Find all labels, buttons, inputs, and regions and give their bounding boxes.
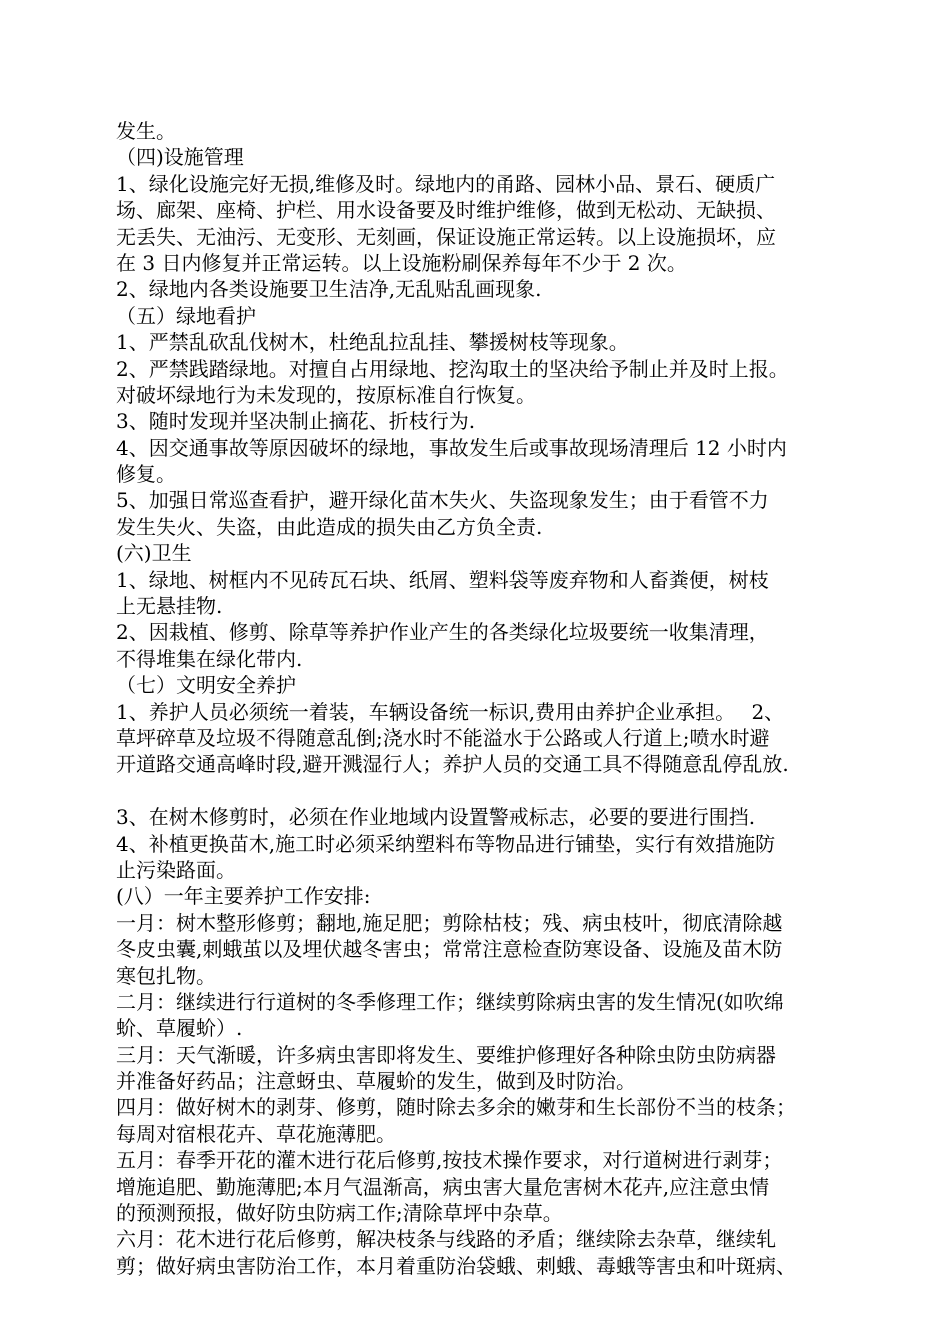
text-line: 上无悬挂物. — [116, 594, 223, 619]
text-line: 草坪碎草及垃圾不得随意乱倒;浇水时不能溢水于公路或人行道上;喷水时避 — [116, 725, 770, 750]
text-line: 2、因栽植、修剪、除草等养护作业产生的各类绿化垃圾要统一收集清理， — [116, 620, 769, 645]
blank-line — [116, 778, 860, 804]
text-line: 对破坏绿地行为未发现的，按原标准自行恢复。 — [116, 382, 536, 407]
text-line: 蚧、草履蚧）. — [116, 1016, 243, 1041]
text-line: 寒包扎物。 — [116, 963, 216, 988]
text-line: 5、加强日常巡查看护，避开绿化苗木失火、失盗现象发生；由于看管不力 — [116, 488, 769, 513]
text-line: 二月：继续进行行道树的冬季修理工作；继续剪除病虫害的发生情况(如吹绵 — [116, 989, 784, 1014]
text-line: 1、严禁乱砍乱伐树木，杜绝乱拉乱挂、攀援树枝等现象。 — [116, 330, 629, 355]
text-line: 四月：做好树木的剥芽、修剪，随时除去多余的嫩芽和生长部份不当的枝条； — [116, 1095, 796, 1120]
text-line: 并准备好药品；注意蚜虫、草履蚧的发生，做到及时防治。 — [116, 1069, 636, 1094]
text-line: 每周对宿根花卉、草花施薄肥。 — [116, 1121, 396, 1146]
text-line: 1、绿地、树框内不见砖瓦石块、纸屑、塑料袋等废弃物和人畜粪便，树枝 — [116, 567, 769, 592]
text-line: 1、绿化设施完好无损,维修及时。绿地内的甬路、园林小品、景石、硬质广 — [116, 171, 776, 196]
text-line: 剪；做好病虫害防治工作，本月着重防治袋蛾、刺蛾、毒蛾等害虫和叶斑病、 — [116, 1253, 796, 1278]
text-line: 冬皮虫囊,刺蛾茧以及埋伏越冬害虫；常常注意检查防寒设备、设施及苗木防 — [116, 937, 783, 962]
section-heading: (六)卫生 — [116, 541, 192, 566]
section-heading: (八）一年主要养护工作安排: — [116, 884, 371, 909]
text-line: 1、养护人员必须统一着装，车辆设备统一标识,费用由养护企业承担。 2、 — [116, 699, 785, 724]
document-page — [116, 118, 860, 1279]
section-heading: （七）文明安全养护 — [116, 673, 296, 698]
text-line: 2、绿地内各类设施要卫生洁净,无乱贴乱画现象. — [116, 277, 542, 302]
text-line: 3、随时发现并坚决制止摘花、折枝行为. — [116, 409, 476, 434]
section-heading: （四)设施管理 — [116, 145, 244, 170]
text-line: 六月：花木进行花后修剪，解决枝条与线路的矛盾；继续除去杂草，继续轧 — [116, 1227, 776, 1252]
text-line: 三月：天气渐暖，许多病虫害即将发生、要维护修理好各种除虫防虫防病器 — [116, 1042, 776, 1067]
text-line: 不得堆集在绿化带内. — [116, 646, 303, 671]
text-line: 增施追肥、勤施薄肥;本月气温渐高，病虫害大量危害树木花卉,应注意虫情 — [116, 1174, 770, 1199]
text-line: 发生。 — [116, 119, 176, 143]
section-heading: （五）绿地看护 — [116, 303, 256, 328]
text-line: 的预测预报，做好防虫防病工作;清除草坪中杂草。 — [116, 1201, 563, 1226]
text-line: 场、廊架、座椅、护栏、用水设备要及时维护维修，做到无松动、无缺损、 — [116, 198, 776, 223]
text-line: 无丢失、无油污、无变形、无刻画，保证设施正常运转。以上设施损坏，应 — [116, 224, 776, 249]
text-line: 开道路交通高峰时段,避开溅湿行人；养护人员的交通工具不得随意乱停乱放. — [116, 752, 789, 777]
text-line: 在 3 日内修复并正常运转。以上设施粉刷保养每年不少于 2 次。 — [116, 250, 687, 275]
text-line: 修复。 — [116, 462, 176, 487]
text-line: 4、因交通事故等原因破坏的绿地，事故发生后或事故现场清理后 12 小时内 — [116, 435, 787, 460]
text-line: 五月：春季开花的灌木进行花后修剪,按技术操作要求，对行道树进行剥芽； — [116, 1148, 783, 1173]
text-line: 一月：树木整形修剪；翻地,施足肥；剪除枯枝；残、病虫枝叶，彻底清除越 — [116, 910, 783, 935]
text-line: 止污染路面。 — [116, 857, 236, 882]
text-line: 4、补植更换苗木,施工时必须采纳塑料布等物品进行铺垫，实行有效措施防 — [116, 831, 776, 856]
text-line: 发生失火、失盗，由此造成的损失由乙方负全责. — [116, 514, 543, 539]
text-line: 2、严禁践踏绿地。对擅自占用绿地、挖沟取土的坚决给予制止并及时上报。 — [116, 356, 789, 381]
text-line: 3、在树木修剪时，必须在作业地域内设置警戒标志，必要的要进行围挡. — [116, 805, 756, 830]
